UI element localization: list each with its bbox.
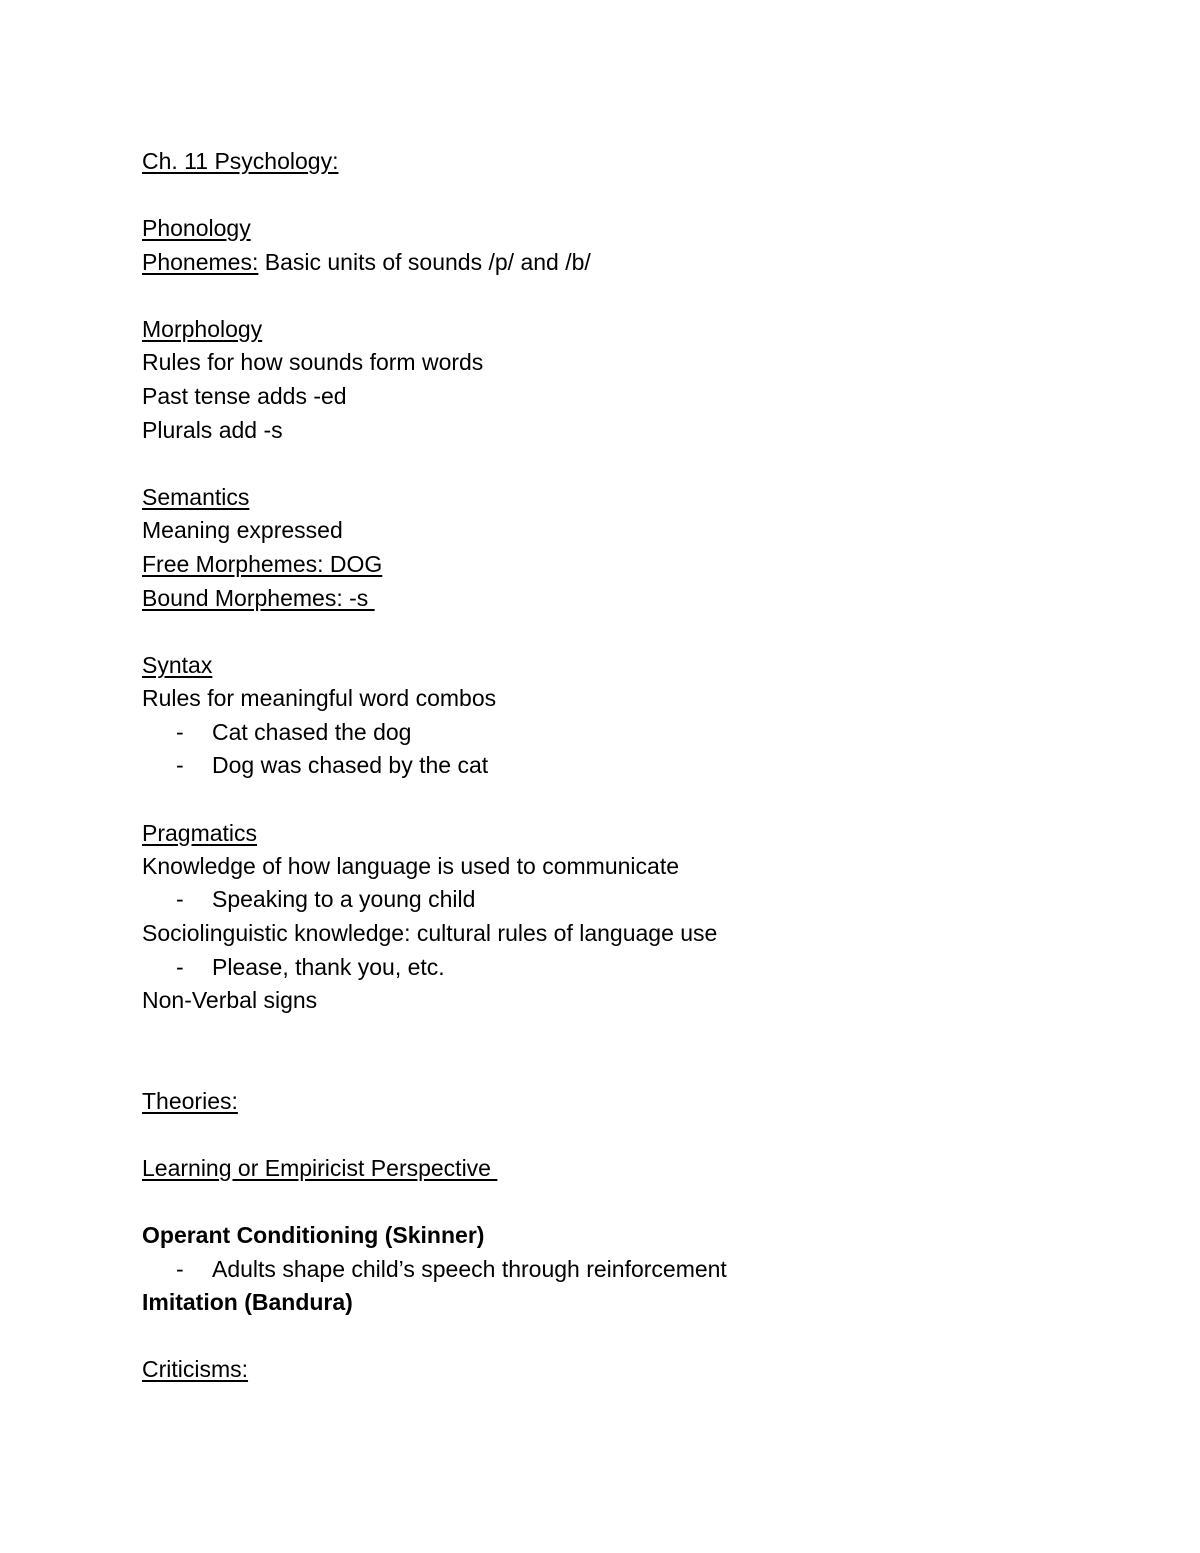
- pragmatics-line: Knowledge of how language is used to communicate: [142, 853, 680, 879]
- syntax-line: Rules for meaningful word combos: [142, 685, 497, 711]
- pragmatics-heading: Pragmatics: [142, 820, 258, 846]
- bullet-dash: -: [176, 1256, 184, 1282]
- bullet-dash: -: [176, 752, 184, 778]
- phonemes-text: Basic units of sounds /p/ and /b/: [258, 249, 591, 275]
- perspective-heading: Learning or Empiricist Perspective: [142, 1155, 498, 1181]
- free-morphemes-line: Free Morphemes: DOG: [142, 551, 383, 577]
- semantics-line: Meaning expressed: [142, 517, 343, 543]
- morphology-line: Past tense adds -ed: [142, 383, 347, 409]
- bullet-dash: -: [176, 886, 184, 912]
- bullet-dash: -: [176, 954, 184, 980]
- syntax-bullet: Dog was chased by the cat: [212, 752, 489, 778]
- syntax-bullet: Cat chased the dog: [212, 719, 412, 745]
- pragmatics-bullet: Please, thank you, etc.: [212, 954, 445, 980]
- document-title: Ch. 11 Psychology:: [142, 148, 339, 174]
- operant-conditioning-heading: Operant Conditioning (Skinner): [142, 1222, 485, 1248]
- pragmatics-bullet: Speaking to a young child: [212, 886, 476, 912]
- theories-heading: Theories:: [142, 1088, 238, 1114]
- morphology-heading: Morphology: [142, 316, 263, 342]
- morphology-line: Plurals add -s: [142, 417, 283, 443]
- phonemes-line: [142, 245, 591, 279]
- phonemes-label: Phonemes:: [142, 249, 259, 275]
- operant-bullet: Adults shape child’s speech through reinforcement: [212, 1256, 727, 1282]
- bound-morphemes-line: Bound Morphemes: -s: [142, 585, 375, 611]
- semantics-heading: Semantics: [142, 484, 250, 510]
- criticisms-heading: Criticisms:: [142, 1356, 249, 1382]
- phonology-heading: Phonology: [142, 215, 251, 241]
- pragmatics-line: Non-Verbal signs: [142, 987, 318, 1013]
- morphology-line: Rules for how sounds form words: [142, 349, 484, 375]
- bullet-dash: -: [176, 719, 184, 745]
- pragmatics-line: Sociolinguistic knowledge: cultural rules of language use: [142, 920, 718, 946]
- imitation-heading: Imitation (Bandura): [142, 1289, 353, 1315]
- syntax-heading: Syntax: [142, 652, 213, 678]
